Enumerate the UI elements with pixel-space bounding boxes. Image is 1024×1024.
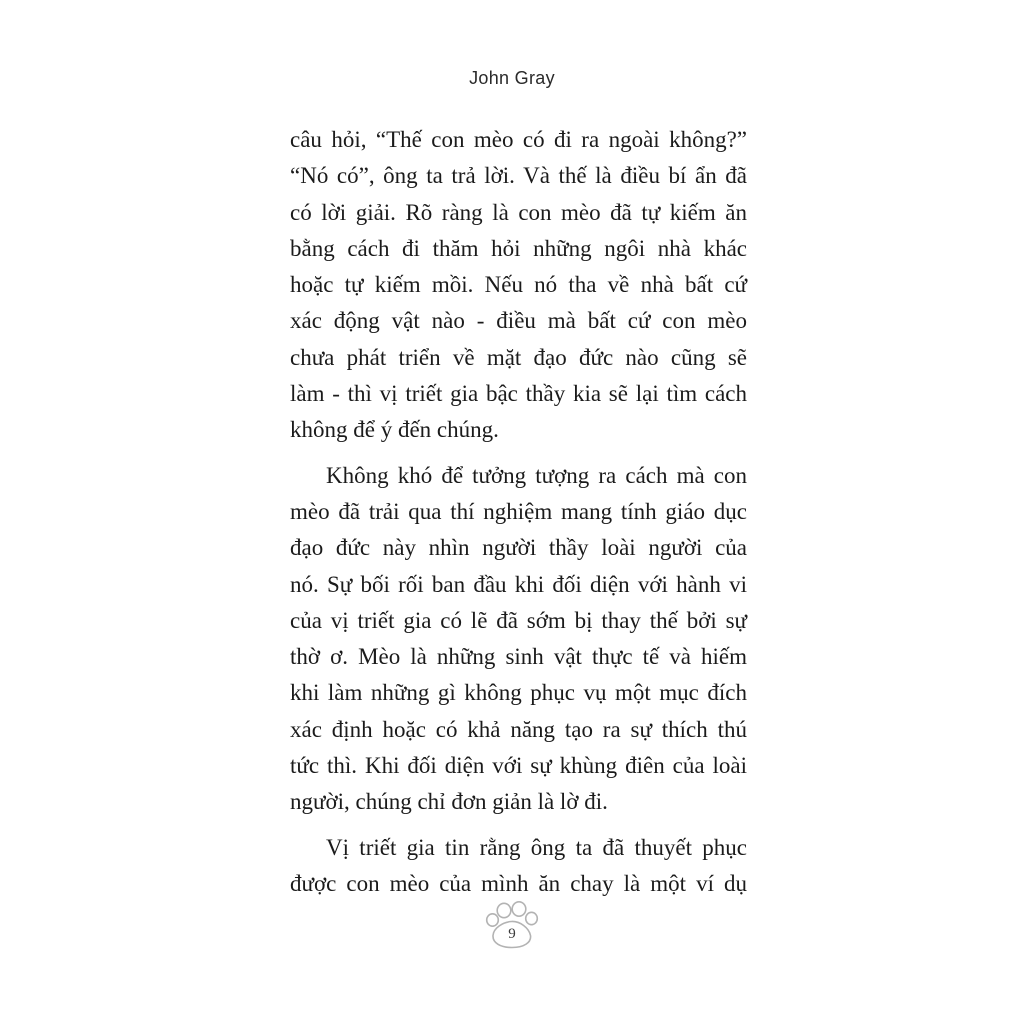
text-line: có lời giải. Rõ ràng là con mèo đã tự kiếm ăn	[290, 199, 747, 225]
text-line: làm - thì vị triết gia bậc thầy kia sẽ lại tìm cách	[290, 381, 747, 407]
text-line: mèo đã trải qua thí nghiệm mang tính giáo dục	[290, 498, 747, 524]
page-number: 9	[508, 926, 516, 942]
text-line: hoặc tự kiếm mồi. Nếu nó tha về nhà bất cứ	[290, 272, 747, 298]
text-line: đạo đức này nhìn người thầy loài người của	[290, 535, 747, 561]
page-footer	[485, 899, 539, 953]
text-line: câu hỏi, “Thế con mèo có đi ra ngoài không?”	[290, 127, 747, 152]
running-header: John Gray	[469, 68, 555, 88]
text-line: chưa phát triển về mặt đạo đức nào cũng sẽ	[290, 344, 747, 370]
text-line: bằng cách đi thăm hỏi những ngôi nhà khác	[290, 235, 747, 261]
text-line: của vị triết gia có lẽ đã sớm bị thay thế bởi sự	[290, 607, 747, 633]
text-line: không để ý đến chúng.	[290, 417, 499, 443]
paragraph	[290, 458, 747, 821]
text-line: Không khó để tưởng tượng ra cách mà con	[326, 462, 747, 488]
text-line: nó. Sự bối rối ban đầu khi đối diện với hành vi	[290, 571, 747, 597]
text-line: xác định hoặc có khả năng tạo ra sự thích thú	[290, 716, 747, 742]
text-line: xác động vật nào - điều mà bất cứ con mèo	[290, 308, 747, 334]
paragraph	[290, 830, 747, 903]
text-line: thờ ơ. Mèo là những sinh vật thực tế và hiếm	[290, 644, 747, 670]
text-line: người, chúng chỉ đơn giản là lờ đi.	[290, 789, 608, 815]
text-block	[290, 122, 747, 902]
text-line: tức thì. Khi đối diện với sự khùng điên của loài	[290, 753, 747, 779]
paragraph	[290, 122, 747, 449]
text-line: khi làm những gì không phục vụ một mục đích	[290, 680, 747, 706]
text-line: “Nó có”, ông ta trả lời. Và thế là điều bí ẩn đã	[290, 163, 747, 189]
text-line: Vị triết gia tin rằng ông ta đã thuyết phục	[326, 834, 747, 860]
text-line: được con mèo của mình ăn chay là một ví dụ	[290, 870, 747, 896]
